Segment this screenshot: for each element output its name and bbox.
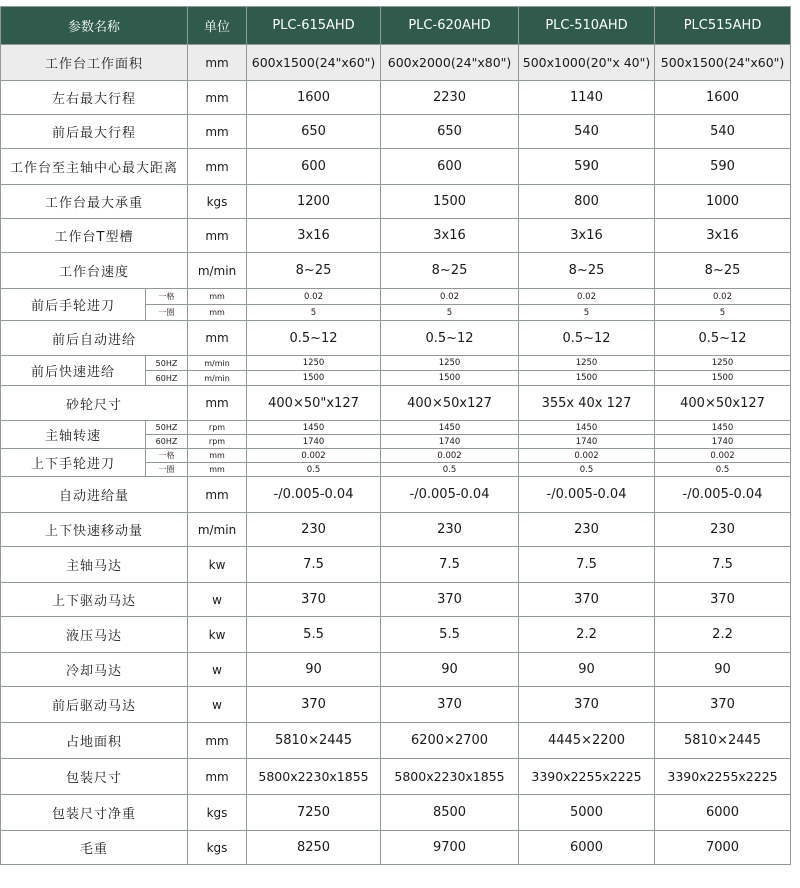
value-cell: 540 xyxy=(655,115,791,149)
value-cell: 0.5 xyxy=(655,463,791,477)
value-cell: 600x2000(24"x80") xyxy=(381,45,519,81)
table-row xyxy=(1,356,791,371)
value-cell: 0.5 xyxy=(519,463,655,477)
value-cell: 370 xyxy=(655,687,791,723)
value-cell: 1000 xyxy=(655,185,791,219)
row-label: 工作台速度 xyxy=(1,253,188,289)
value-cell: 0.02 xyxy=(519,289,655,305)
sub-label: 一圈 xyxy=(146,305,188,321)
value-cell: 5.5 xyxy=(381,617,519,653)
row-label: 自动进给量 xyxy=(1,477,188,513)
spec-table-body xyxy=(1,45,791,865)
row-label: 包装尺寸净重 xyxy=(1,795,188,831)
value-cell: 90 xyxy=(519,653,655,687)
sub-label: 一格 xyxy=(146,289,188,305)
value-cell: 230 xyxy=(247,513,381,547)
value-cell: 3x16 xyxy=(381,219,519,253)
row-label: 毛重 xyxy=(1,831,188,865)
value-cell: 5810×2445 xyxy=(247,723,381,759)
header-unit: 单位 xyxy=(188,7,247,45)
sub-label: 一格 xyxy=(146,449,188,463)
table-row xyxy=(1,653,791,687)
value-cell: 370 xyxy=(247,583,381,617)
table-row xyxy=(1,477,791,513)
table-row xyxy=(1,149,791,185)
value-cell: 8~25 xyxy=(247,253,381,289)
value-cell: 90 xyxy=(247,653,381,687)
value-cell: -/0.005-0.04 xyxy=(519,477,655,513)
row-unit: mm xyxy=(188,305,247,321)
value-cell: 0.002 xyxy=(381,449,519,463)
row-label: 前后最大行程 xyxy=(1,115,188,149)
row-unit: kw xyxy=(188,617,247,653)
table-row xyxy=(1,449,791,463)
table-row xyxy=(1,513,791,547)
row-unit: m/min xyxy=(188,356,247,371)
row-label: 占地面积 xyxy=(1,723,188,759)
value-cell: -/0.005-0.04 xyxy=(247,477,381,513)
value-cell: 1500 xyxy=(247,371,381,386)
table-row xyxy=(1,547,791,583)
table-row xyxy=(1,831,791,865)
value-cell: 3390x2255x2225 xyxy=(655,759,791,795)
value-cell: 1500 xyxy=(519,371,655,386)
value-cell: 8250 xyxy=(247,831,381,865)
value-cell: 600x1500(24"x60") xyxy=(247,45,381,81)
value-cell: 1740 xyxy=(381,435,519,449)
value-cell: 370 xyxy=(247,687,381,723)
row-label: 工作台最大承重 xyxy=(1,185,188,219)
value-cell: 355x 40x 127 xyxy=(519,386,655,421)
value-cell: 1450 xyxy=(381,421,519,435)
value-cell: 1140 xyxy=(519,81,655,115)
value-cell: 370 xyxy=(519,687,655,723)
sub-label: 50HZ xyxy=(146,421,188,435)
value-cell: 5 xyxy=(381,305,519,321)
value-cell: 5800x2230x1855 xyxy=(247,759,381,795)
value-cell: 1250 xyxy=(381,356,519,371)
value-cell: 1450 xyxy=(655,421,791,435)
value-cell: 3x16 xyxy=(247,219,381,253)
value-cell: -/0.005-0.04 xyxy=(655,477,791,513)
value-cell: 230 xyxy=(381,513,519,547)
value-cell: 5810×2445 xyxy=(655,723,791,759)
row-label: 主轴转速 xyxy=(1,421,146,449)
sub-label: 60HZ xyxy=(146,371,188,386)
value-cell: 0.002 xyxy=(519,449,655,463)
table-row xyxy=(1,321,791,356)
row-unit: mm xyxy=(188,289,247,305)
table-row xyxy=(1,45,791,81)
value-cell: 3390x2255x2225 xyxy=(519,759,655,795)
table-row xyxy=(1,81,791,115)
value-cell: 1600 xyxy=(655,81,791,115)
row-unit: mm xyxy=(188,115,247,149)
value-cell: 1600 xyxy=(247,81,381,115)
table-row xyxy=(1,759,791,795)
value-cell: 1250 xyxy=(247,356,381,371)
row-label: 工作台至主轴中心最大距离 xyxy=(1,149,188,185)
value-cell: 370 xyxy=(381,583,519,617)
value-cell: 230 xyxy=(519,513,655,547)
row-unit: m/min xyxy=(188,253,247,289)
value-cell: 8~25 xyxy=(655,253,791,289)
value-cell: 370 xyxy=(519,583,655,617)
value-cell: 500x1000(20"x 40") xyxy=(519,45,655,81)
value-cell: 0.5 xyxy=(247,463,381,477)
row-unit: mm xyxy=(188,386,247,421)
value-cell: 9700 xyxy=(381,831,519,865)
value-cell: 8~25 xyxy=(519,253,655,289)
value-cell: 1740 xyxy=(247,435,381,449)
table-row xyxy=(1,115,791,149)
table-row xyxy=(1,583,791,617)
value-cell: 0.5~12 xyxy=(247,321,381,356)
value-cell: 600 xyxy=(247,149,381,185)
value-cell: 6200×2700 xyxy=(381,723,519,759)
header-row xyxy=(1,7,791,45)
row-unit: mm xyxy=(188,463,247,477)
sub-label: 60HZ xyxy=(146,435,188,449)
value-cell: 370 xyxy=(655,583,791,617)
value-cell: 7250 xyxy=(247,795,381,831)
value-cell: 540 xyxy=(519,115,655,149)
value-cell: 230 xyxy=(655,513,791,547)
value-cell: 5800x2230x1855 xyxy=(381,759,519,795)
row-unit: rpm xyxy=(188,421,247,435)
value-cell: 1200 xyxy=(247,185,381,219)
value-cell: 4445×2200 xyxy=(519,723,655,759)
row-label: 上下手轮进刀 xyxy=(1,449,146,477)
value-cell: 6000 xyxy=(655,795,791,831)
row-unit: mm xyxy=(188,149,247,185)
value-cell: 1250 xyxy=(519,356,655,371)
value-cell: 0.02 xyxy=(655,289,791,305)
row-unit: w xyxy=(188,687,247,723)
row-unit: w xyxy=(188,583,247,617)
value-cell: 8500 xyxy=(381,795,519,831)
header-model: PLC-510AHD xyxy=(519,7,655,45)
value-cell: 400×50x127 xyxy=(381,386,519,421)
value-cell: 2.2 xyxy=(519,617,655,653)
row-unit: mm xyxy=(188,723,247,759)
value-cell: 5.5 xyxy=(247,617,381,653)
table-row xyxy=(1,795,791,831)
header-model: PLC515AHD xyxy=(655,7,791,45)
table-row xyxy=(1,617,791,653)
value-cell: 90 xyxy=(381,653,519,687)
header-model: PLC-620AHD xyxy=(381,7,519,45)
row-unit: mm xyxy=(188,759,247,795)
value-cell: 7.5 xyxy=(655,547,791,583)
sub-label: 一圈 xyxy=(146,463,188,477)
row-unit: m/min xyxy=(188,371,247,386)
value-cell: 2.2 xyxy=(655,617,791,653)
value-cell: 1500 xyxy=(381,371,519,386)
row-label: 砂轮尺寸 xyxy=(1,386,188,421)
value-cell: 1740 xyxy=(519,435,655,449)
value-cell: 0.5 xyxy=(381,463,519,477)
value-cell: 5000 xyxy=(519,795,655,831)
table-row xyxy=(1,723,791,759)
value-cell: 7.5 xyxy=(519,547,655,583)
value-cell: 370 xyxy=(381,687,519,723)
value-cell: 6000 xyxy=(519,831,655,865)
value-cell: 650 xyxy=(247,115,381,149)
row-unit: rpm xyxy=(188,435,247,449)
row-label: 上下快速移动量 xyxy=(1,513,188,547)
value-cell: -/0.005-0.04 xyxy=(381,477,519,513)
value-cell: 5 xyxy=(655,305,791,321)
value-cell: 0.02 xyxy=(247,289,381,305)
value-cell: 2230 xyxy=(381,81,519,115)
row-label: 主轴马达 xyxy=(1,547,188,583)
row-label: 工作台工作面积 xyxy=(1,45,188,81)
value-cell: 0.02 xyxy=(381,289,519,305)
value-cell: 1450 xyxy=(519,421,655,435)
value-cell: 400×50"x127 xyxy=(247,386,381,421)
sub-label: 50HZ xyxy=(146,356,188,371)
value-cell: 1500 xyxy=(655,371,791,386)
table-row xyxy=(1,185,791,219)
row-unit: mm xyxy=(188,321,247,356)
value-cell: 1250 xyxy=(655,356,791,371)
value-cell: 7.5 xyxy=(247,547,381,583)
value-cell: 7000 xyxy=(655,831,791,865)
row-label: 左右最大行程 xyxy=(1,81,188,115)
row-unit: kgs xyxy=(188,831,247,865)
table-row xyxy=(1,421,791,435)
value-cell: 0.002 xyxy=(247,449,381,463)
row-unit: w xyxy=(188,653,247,687)
table-row xyxy=(1,253,791,289)
table-row xyxy=(1,687,791,723)
value-cell: 0.5~12 xyxy=(381,321,519,356)
row-label: 前后手轮进刀 xyxy=(1,289,146,321)
row-unit: kgs xyxy=(188,185,247,219)
value-cell: 0.002 xyxy=(655,449,791,463)
row-unit: mm xyxy=(188,449,247,463)
row-unit: kw xyxy=(188,547,247,583)
row-label: 液压马达 xyxy=(1,617,188,653)
value-cell: 1500 xyxy=(381,185,519,219)
value-cell: 3x16 xyxy=(655,219,791,253)
value-cell: 800 xyxy=(519,185,655,219)
value-cell: 8~25 xyxy=(381,253,519,289)
value-cell: 3x16 xyxy=(519,219,655,253)
row-label: 工作台T型槽 xyxy=(1,219,188,253)
value-cell: 0.5~12 xyxy=(655,321,791,356)
value-cell: 500x1500(24"x60") xyxy=(655,45,791,81)
row-unit: mm xyxy=(188,219,247,253)
row-label: 上下驱动马达 xyxy=(1,583,188,617)
value-cell: 400×50x127 xyxy=(655,386,791,421)
header-param: 参数名称 xyxy=(1,7,188,45)
value-cell: 650 xyxy=(381,115,519,149)
value-cell: 600 xyxy=(381,149,519,185)
value-cell: 7.5 xyxy=(381,547,519,583)
table-row xyxy=(1,219,791,253)
header-model: PLC-615AHD xyxy=(247,7,381,45)
value-cell: 90 xyxy=(655,653,791,687)
row-label: 包装尺寸 xyxy=(1,759,188,795)
row-label: 冷却马达 xyxy=(1,653,188,687)
value-cell: 5 xyxy=(247,305,381,321)
value-cell: 590 xyxy=(655,149,791,185)
row-label: 前后驱动马达 xyxy=(1,687,188,723)
row-unit: mm xyxy=(188,477,247,513)
value-cell: 1740 xyxy=(655,435,791,449)
table-row xyxy=(1,386,791,421)
row-label: 前后快速进给 xyxy=(1,356,146,386)
row-unit: kgs xyxy=(188,795,247,831)
row-label: 前后自动进给 xyxy=(1,321,188,356)
table-row xyxy=(1,289,791,305)
value-cell: 590 xyxy=(519,149,655,185)
spec-table xyxy=(0,6,791,865)
row-unit: m/min xyxy=(188,513,247,547)
row-unit: mm xyxy=(188,81,247,115)
value-cell: 5 xyxy=(519,305,655,321)
row-unit: mm xyxy=(188,45,247,81)
value-cell: 0.5~12 xyxy=(519,321,655,356)
value-cell: 1450 xyxy=(247,421,381,435)
